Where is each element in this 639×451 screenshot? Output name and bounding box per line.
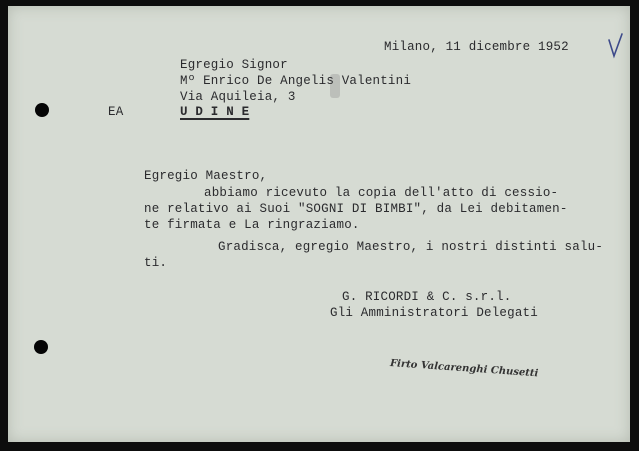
recipient-salutation: Egregio Signor xyxy=(180,58,288,72)
closing-title: Gli Amministratori Delegati xyxy=(330,306,538,320)
reference-initials: EA xyxy=(108,105,124,119)
greeting: Egregio Maestro, xyxy=(144,169,268,183)
letter-date: Milano, 11 dicembre 1952 xyxy=(384,40,569,54)
body-line: ne relativo ai Suoi "SOGNI DI BIMBI", da Lei debitamen- xyxy=(144,202,568,216)
recipient-city: U D I N E xyxy=(180,105,250,119)
closing-company: G. RICORDI & C. s.r.l. xyxy=(342,290,512,304)
body-line: Gradisca, egregio Maestro, i nostri distinti salu- xyxy=(218,240,604,254)
letter-page xyxy=(8,6,630,442)
body-line: te firmata e La ringraziamo. xyxy=(144,218,360,232)
recipient-street: Via Aquileia, 3 xyxy=(180,90,296,104)
body-line: ti. xyxy=(144,256,168,270)
checkmark-icon xyxy=(606,32,626,62)
punch-hole xyxy=(35,103,49,117)
body-line: abbiamo ricevuto la copia dell'atto di cessio- xyxy=(204,186,559,200)
recipient-name: Mº Enrico De Angelis Valentini xyxy=(180,74,412,88)
handwritten-signature: Firto Valcarenghi Chusetti xyxy=(389,358,539,380)
punch-hole xyxy=(34,340,48,354)
